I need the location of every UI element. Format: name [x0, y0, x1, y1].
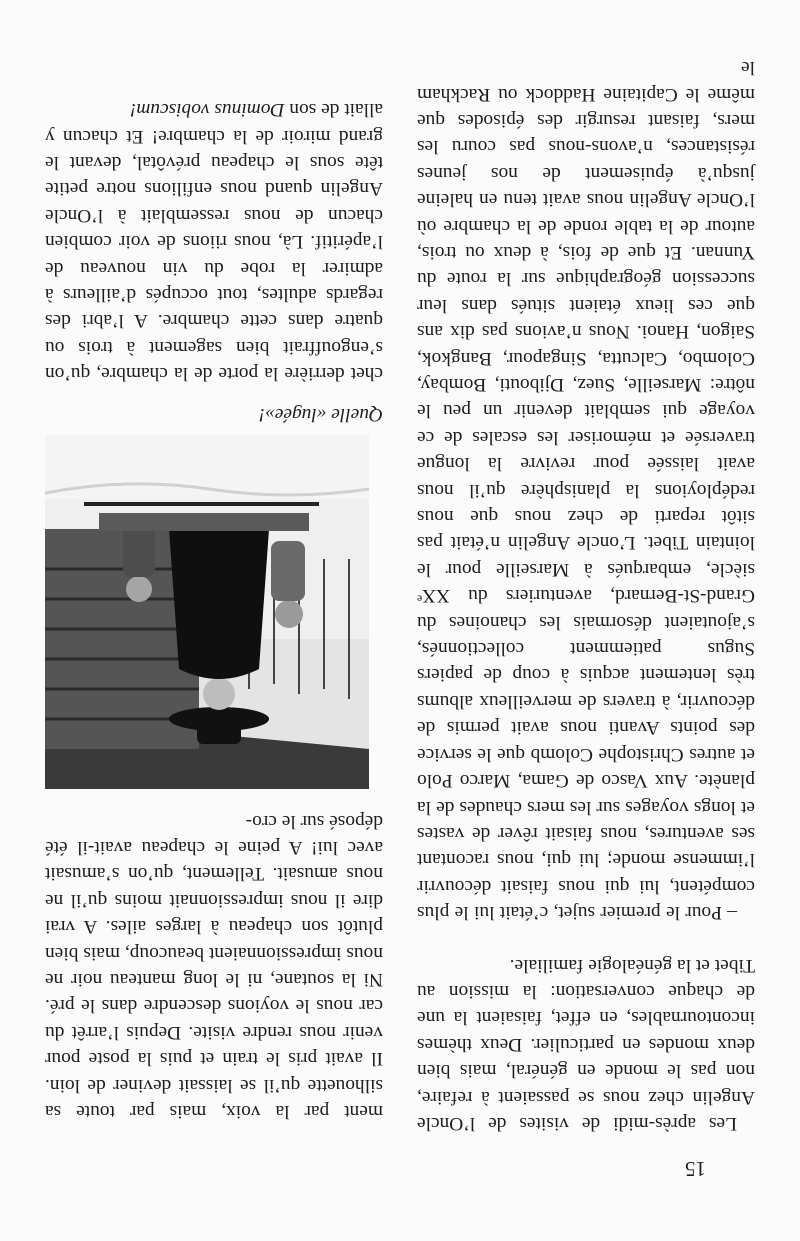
- page-number: 15: [685, 1157, 706, 1181]
- left-paragraph-1: Les après-midi de visites de l’Oncle Angelin chez nous se passaient à refaire, non pas le monde en général, mais bien deux mondes en particulier. Deux thèmes incontournables, en effet, faisaient la une de chaque conversation: la mission au Tibet et la généalogie familiale.: [417, 954, 755, 1134]
- left-column: [417, 54, 755, 1136]
- right-paragraph-2: [45, 96, 383, 386]
- latin-phrase: Dominus vobiscum!: [129, 99, 285, 121]
- right-column: [45, 96, 383, 1124]
- left-paragraph-2: – Pour le premier sujet, c’était lui le plus compétent, lui qui nous faisait découvrir l’immense monde; lui qui, nous racontant ses aventures, nous faisait rêver de vastes et longs voyages sur les mers chaudes de la planète. Aux Vasco de Gama, Marco Polo et autres Christophe Colomb que le service des points Avanti nous avait permis de découvrir, à travers de merveilleux albums très lentement acquis à coup de papiers Sugus patiemment collectionnés, s’ajoutaient désormais les chanoines du Grand-St-Bernard, aventuriers du XXᵉ siècle, embarqués à Marseille pour le lointain Tibet. L’oncle Angelin n’était pas sitôt reparti de chez nous que nous redéployions la planisphère qu’il nous avait laissée pour revivre la longue traversée et mémoriser les escales de ce voyage qui semblait devenir un peu le nôtre: Marseille, Suez, Djibouti, Bombay, Colombo, Calcutta, Singapour, Bangkok, Saigon, Hanoi. Nous n’avions pas dix ans que ces lieux étaient situés dans leur succession géographique sur la route du Yunnan. Et que de fois, à deux ou trois, autour de la table ronde de la chambre où l’Oncle Angelin nous avait tenu en haleine jusqu’à épuisement de nos jeunes résistances, n’avons-nous pas couru les mers, faisant resurgir des épisodes que même le Capitaine Haddock ou Rackham le: [417, 57, 755, 924]
- right-paragraph-1: ment par la voix, mais par toute sa silhouette qu’il se laissait deviner de loin. Il avait pris le train et puis la poste pour venir nous rendre visite. Depuis l’arrêt du car nous le voyions descendre dans le pré. Ni la soutane, ni le long manteau noir ne nous impressionnaient beaucoup, mais bien plutôt son chapeau à larges ailes. A vrai dire il nous impressionnait moins qu’il ne nous amusait. Tellement, qu’on s’amusait avec lui! A peine le chapeau avait-il été déposé sur le cro-: [45, 810, 383, 1122]
- right-paragraph-2-text: chet derrière la porte de la chambre, qu’on s’engouffrait bien sagement à trois ou quatre dans cette chambre. A l’abri des regards adultes, tout occupés d’ailleurs à admirer la robe du vin nouveau de l’apéritif. Là, nous riions de voir combien chacun de nous ressemblait à l’Oncle Angelin quand nous enfilions notre petite tête sous le chapeau prévôtal, devant le grand miroir de la chambre! Et chacun y allait de son: [45, 99, 383, 385]
- sled-photo: [45, 435, 369, 789]
- photo-figure: [45, 400, 383, 789]
- photo-caption: Quelle «lugée»!: [258, 403, 383, 425]
